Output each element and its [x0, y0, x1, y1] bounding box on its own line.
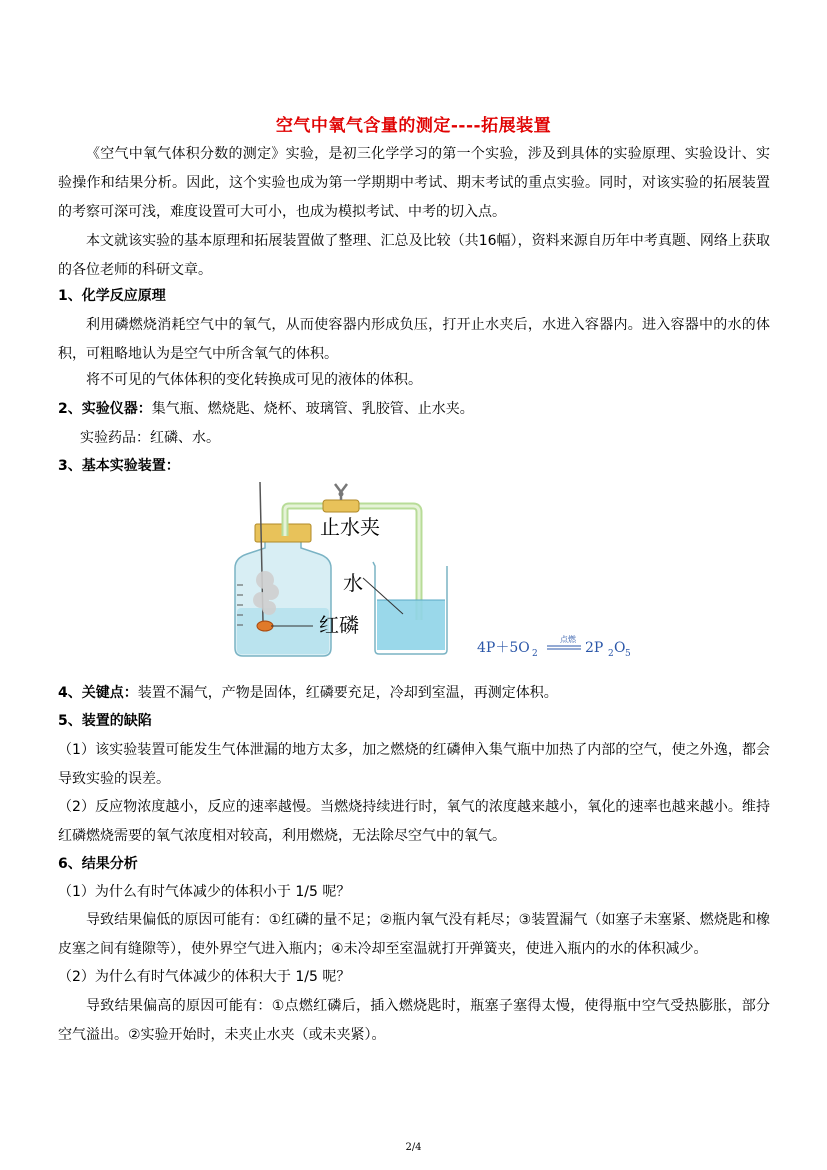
beaker [373, 562, 447, 654]
section-4-heading: 4、关键点： [58, 685, 138, 701]
equation-subscript-p2: 2 [608, 649, 614, 659]
question-2: （2）为什么有时气体减少的体积大于 1/5 呢？ [58, 969, 351, 985]
page-title: 空气中氧气含量的测定----拓展装置 [275, 116, 552, 136]
reagents-line: 实验药品：红磷、水。 [80, 430, 220, 446]
section-1-heading: 1、化学反应原理 [58, 288, 166, 304]
chemical-equation [477, 634, 631, 659]
section-2-heading: 2、实验仪器： [58, 401, 152, 417]
label-clamp: 止水夹 [320, 515, 380, 539]
gas-bottle [235, 536, 331, 656]
section-5-paragraph-2: （2）反应物浓度越小，反应的速率越慢。当燃烧持续进行时，氧气的浓度越来越小，氧化的速率也越来越小。维持红磷燃烧需要的氧气浓度相对较高，利用燃烧，无法除尽空气中的氧气。 [58, 799, 770, 844]
label-red-phosphorus: 红磷 [319, 613, 359, 637]
section-2-line [58, 395, 474, 424]
label-water: 水 [343, 571, 363, 595]
intro-paragraph-1: 《空气中氧气体积分数的测定》实验，是初三化学学习的第一个实验，涉及到具体的实验原理、实验设计、实验操作和结果分析。因此，这个实验也成为第一学期期中考试、期末考试的重点实验。同时，对该实验的拓展装置的考察可深可浅，难度设置可大可小，也成为模拟考试、中考的切入点。 [58, 146, 770, 220]
equation-subscript-o5: 5 [625, 649, 631, 659]
instruments-list: 集气瓶、燃烧匙、烧杯、玻璃管、乳胶管、止水夹。 [151, 401, 474, 417]
question-1: （1）为什么有时气体减少的体积小于 1/5 呢？ [58, 884, 351, 900]
water-clamp [323, 484, 359, 512]
equation-subscript-o2: 2 [532, 649, 538, 659]
apparatus-diagram [225, 480, 645, 680]
key-points-text: 装置不漏气，产物是固体，红磷要充足，冷却到室温，再测定体积。 [137, 685, 558, 701]
answer-2: 导致结果偏高的原因可能有：①点燃红磷后，插入燃烧匙时，瓶塞子塞得太慢，使得瓶中空气受热膨胀，部分空气溢出。②实验开始时，未夹止水夹（或未夹紧）。 [58, 998, 770, 1043]
section-3-heading: 3、基本实验装置： [58, 458, 180, 474]
red-phosphorus [257, 621, 273, 631]
equation-oxygen: O [614, 640, 626, 656]
section-5-heading: 5、装置的缺陷 [58, 713, 152, 729]
intro-paragraph-2: 本文就该实验的基本原理和拓展装置做了整理、汇总及比较（共16幅），资料来源自历年中考真题、网络上获取的各位老师的科研文章。 [58, 233, 770, 278]
section-1-paragraph-1: 利用磷燃烧消耗空气中的氧气，从而使容器内形成负压，打开止水夹后，水进入容器内。进入容器中的水的体积，可粗略地认为是空气中所含氧气的体积。 [58, 317, 770, 362]
equation-left: 4P＋5O [477, 640, 530, 656]
equation-condition: 点燃 [560, 635, 576, 644]
equation-right: 2P [585, 640, 604, 656]
answer-1: 导致结果偏低的原因可能有：①红磷的量不足；②瓶内氧气没有耗尽；③装置漏气（如塞子未塞紧、燃烧匙和橡皮塞之间有缝隙等），使外界空气进入瓶内；④未冷却至室温就打开弹簧夹，使进入瓶内的水的体积减少。 [58, 912, 770, 957]
section-1-paragraph-2: 将不可见的气体体积的变化转换成可见的液体的体积。 [86, 372, 422, 388]
page-number: 2/4 [405, 1142, 422, 1153]
section-6-heading: 6、结果分析 [58, 856, 138, 872]
section-4-line [58, 679, 558, 708]
section-5-paragraph-1: （1）该实验装置可能发生气体泄漏的地方太多，加之燃烧的红磷伸入集气瓶中加热了内部的空气，使之外逸，都会导致实验的误差。 [58, 742, 770, 787]
